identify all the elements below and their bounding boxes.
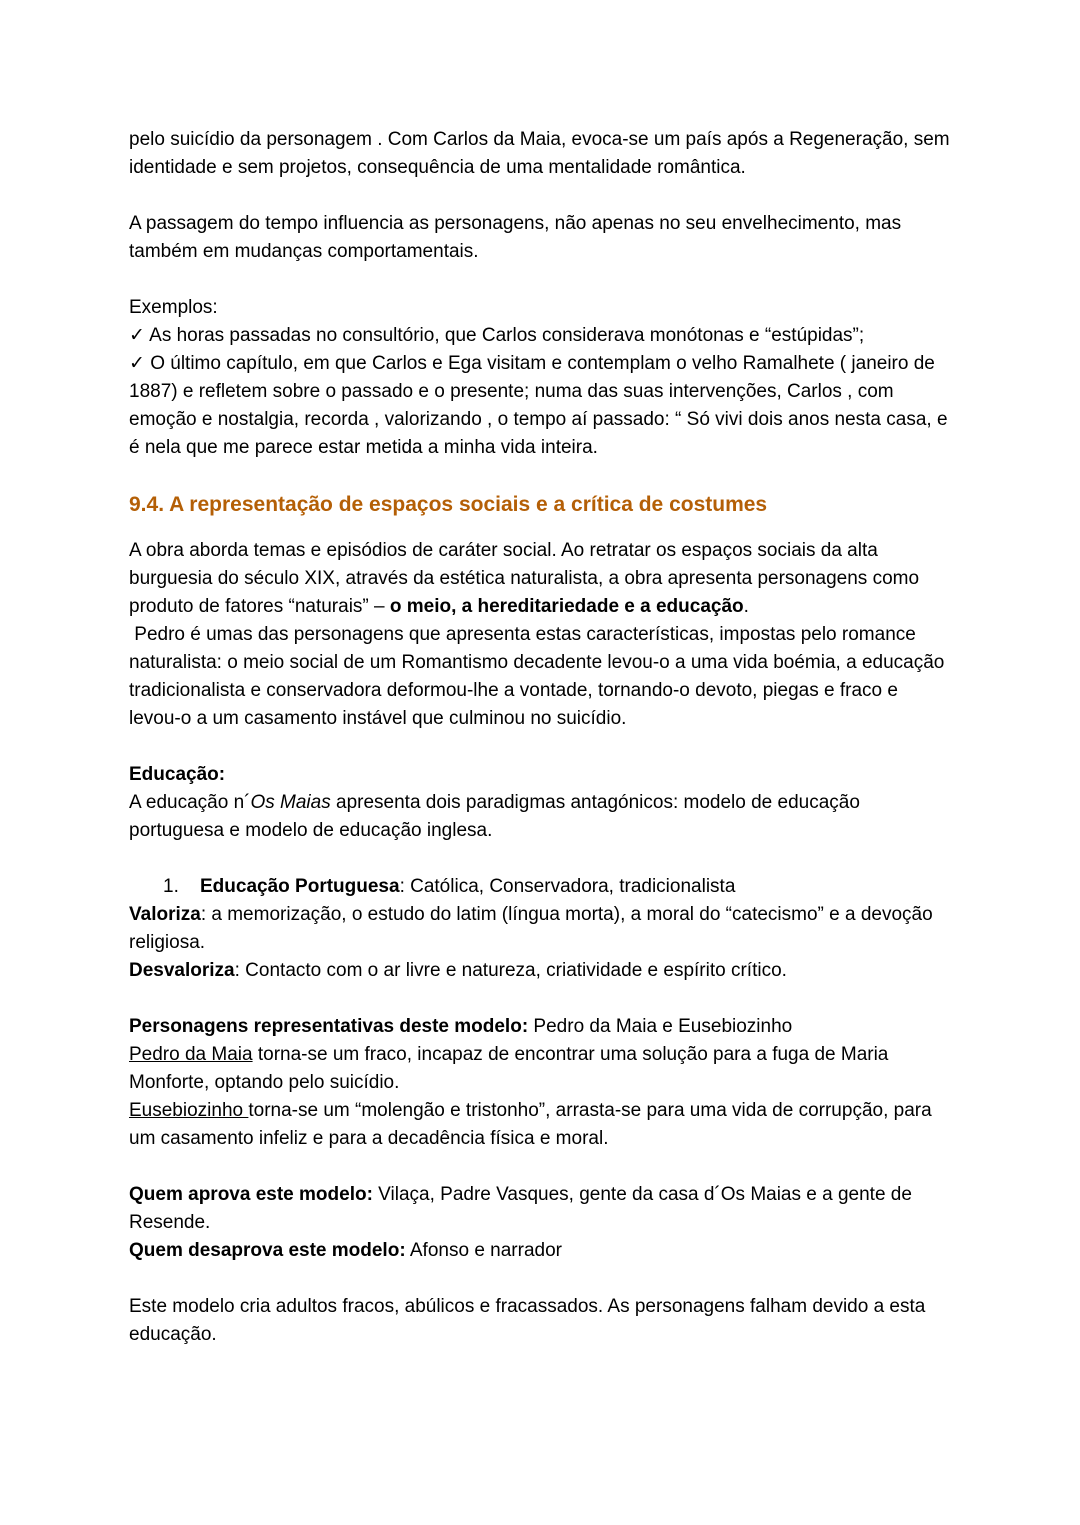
paragraph-desvaloriza [129, 957, 952, 985]
modelo-portugues-block [129, 873, 952, 985]
paragraph-quem-desaprova [129, 1237, 952, 1265]
educacao-intro-title-os-maias: Os Maias [250, 792, 331, 813]
paragraph-pedro-maia [129, 1041, 952, 1097]
pedro-maia-name: Pedro da Maia [129, 1044, 253, 1065]
paragraph-block-suicidio [129, 126, 952, 182]
paragraph-obra-aborda [129, 537, 952, 621]
valoriza-label: Valoriza [129, 904, 201, 925]
quem-desaprova-label: Quem desaprova este modelo: [129, 1240, 406, 1261]
educacao-label: Educação: [129, 764, 226, 785]
quem-aprova-label: Quem aprova este modelo: [129, 1184, 373, 1205]
desvaloriza-label: Desvaloriza [129, 960, 235, 981]
paragraph-obra-bold-fatores: o meio, a hereditariedade e a educação [389, 596, 744, 617]
list-item-rest: : Católica, Conservadora, tradicionalista [399, 876, 736, 897]
paragraph-obra-post: . [743, 596, 749, 617]
paragraph-block-passagem-tempo [129, 210, 952, 266]
section-heading-9-4: 9.4. A representação de espaços sociais e a crítica de costumes [129, 493, 768, 516]
representativas-label: Personagens representativas deste modelo: [129, 1016, 529, 1037]
valoriza-text: : a memorização, o estudo do latim (língua morta), a moral do “catecismo” e a devoção religiosa. [129, 904, 933, 953]
paragraph-obra-pre: A obra aborda temas e episódios de caráter social. Ao retratar os espaços sociais da alta burguesia do século XIX, através da estética naturalista, a obra apresenta personagens como produto de fatores “naturais” – [129, 540, 920, 617]
personagens-representativas-block [129, 1013, 952, 1153]
eusebiozinho-text: torna-se um “molengão e tristonho”, arrasta-se para uma vida de corrupção, para um casamento infeliz e para a decadência física e moral. [129, 1100, 932, 1149]
paragraph-final: Este modelo cria adultos fracos, abúlicos e fracassados. As personagens falham devido a esta educação. [129, 1296, 926, 1345]
pedro-maia-text: torna-se um fraco, incapaz de encontrar uma solução para a fuga de Maria Monforte, optando pelo suicídio. [129, 1044, 889, 1093]
list-item-educacao-portuguesa [129, 873, 952, 901]
paragraph-suicidio: pelo suicídio da personagem . Com Carlos da Maia, evoca-se um país após a Regeneração, sem identidade e sem projetos, consequência de uma mentalidade romântica. [129, 129, 950, 178]
example-item-consultorio: ✓ As horas passadas no consultório, que Carlos considerava monótonas e “estúpidas”; [129, 325, 865, 346]
educacao-block [129, 761, 952, 845]
paragraph-eusebiozinho [129, 1097, 952, 1153]
paragraph-educacao-intro [129, 789, 952, 845]
example-item-ultimo-capitulo: ✓ O último capítulo, em que Carlos e Ega visitam e contemplam o velho Ramalhete ( janeiro de 1887) e refletem sobre o passado e o presente; numa das suas intervenções, Carlos , com emoção e nostalgia, recorda , valorizando , o tempo aí passado: “ Só vivi dois anos nesta casa, e é nela que me parece estar metida a minha vida inteira. [129, 353, 948, 458]
examples-block [129, 294, 952, 462]
quem-desaprova-text: Afonso e narrador [405, 1240, 562, 1261]
representativas-text: Pedro da Maia e Eusebiozinho [528, 1016, 793, 1037]
paragraph-valoriza [129, 901, 952, 957]
list-item-bold-label: Educação Portuguesa [200, 876, 400, 897]
paragraph-pedro-caracteristicas: Pedro é umas das personagens que apresenta estas características, impostas pelo romance naturalista: o meio social de um Romantismo decadente levou-o a uma vida boémia, a educação tradicionalista e conservadora deformou-lhe a vontade, tornando-o devoto, piegas e fraco e levou-o a um casamento instável que culminou no suicídio. [129, 624, 950, 729]
paragraph-block-espacos-sociais [129, 537, 952, 733]
paragraph-representativas [129, 1013, 952, 1041]
paragraph-passagem-tempo: A passagem do tempo influencia as personagens, não apenas no seu envelhecimento, mas também em mudanças comportamentais. [129, 213, 902, 262]
desvaloriza-text: : Contacto com o ar livre e natureza, criatividade e espírito crítico. [234, 960, 787, 981]
list-item-number: 1. [163, 876, 179, 897]
eusebiozinho-name: Eusebiozinho [129, 1100, 249, 1121]
educacao-intro-pre: A educação n´ [129, 792, 251, 813]
educacao-intro-post: apresenta dois paradigmas antagónicos: modelo de educação portuguesa e modelo de educação inglesa. [129, 792, 860, 841]
quem-aprova-text: Vilaça, Padre Vasques, gente da casa d´Os Maias e a gente de Resende. [129, 1184, 912, 1233]
paragraph-block-final [129, 1293, 952, 1349]
aprovacao-block [129, 1181, 952, 1265]
document-body [129, 126, 952, 1349]
examples-label: Exemplos: [129, 297, 218, 318]
paragraph-quem-aprova [129, 1181, 952, 1237]
